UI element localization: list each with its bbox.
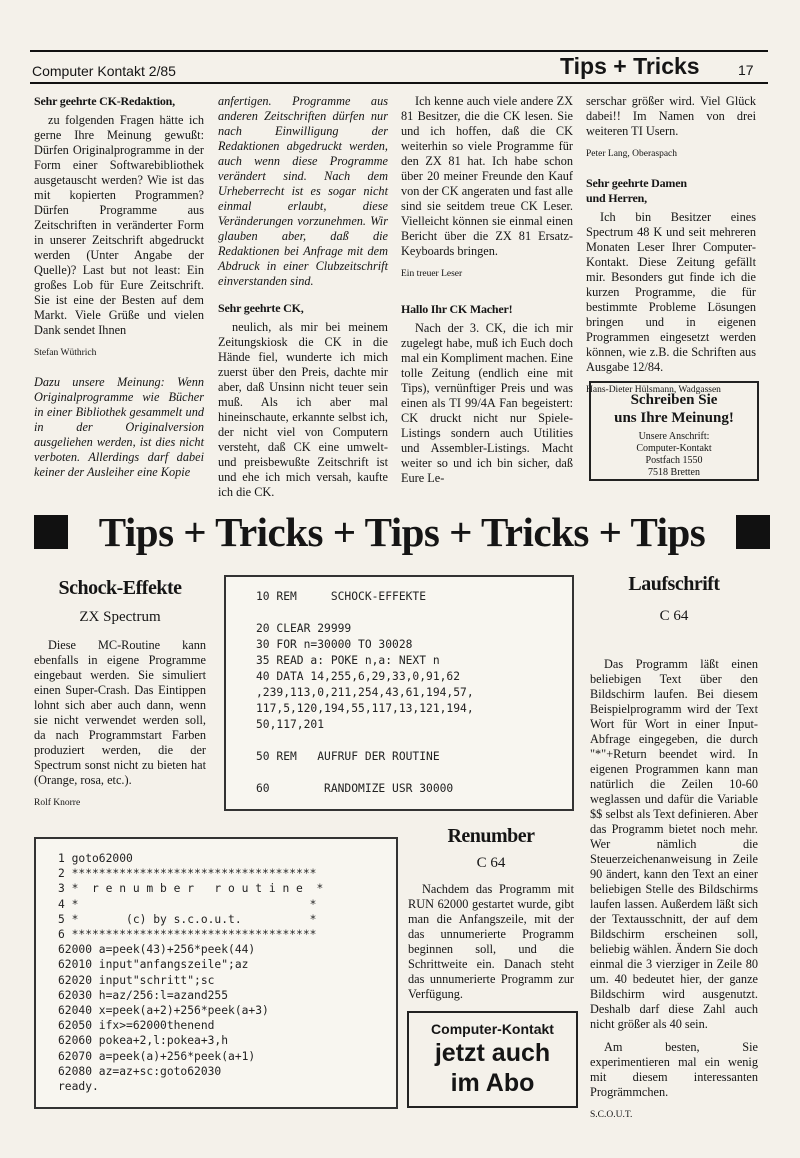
schock-title: Schock-Effekte bbox=[58, 577, 182, 599]
magazine-issue: Computer Kontakt 2/85 bbox=[32, 63, 176, 79]
letter-body: zu folgenden Fragen hätte ich gerne Ihre Meinung gewußt: Dürfen Originalprogramme in der Form einer Softwarebibliothek ausgetauscht werden? Wie ist das mit kopierten Programmen? Dürfen Programme aus Zeitschriften in veränderter Form in unserer Zeitschrift abgedruckt werden (Unter Angabe der Quelle)? Last but not least: Ein großes Lob für Eure Zeitschrift. Sie ist eine der Besten auf dem Markt. Viele Grüße und vielen Dank sendet Ihnen bbox=[34, 113, 204, 337]
tips-tricks-banner bbox=[34, 506, 770, 558]
code-line: 62080 az=az+sc:goto62030 bbox=[58, 1064, 222, 1078]
write-box-address bbox=[591, 431, 757, 479]
code-line: 117,5,120,194,55,117,13,121,194, bbox=[256, 702, 474, 715]
renumber-platform: C 64 bbox=[476, 855, 506, 871]
write-box-title-line2: uns Ihre Meinung! bbox=[614, 410, 734, 426]
letter-body: Ich bin Besitzer eines Spectrum 48 K und seit mehreren Monaten Leser Ihrer Computer-Kontakt. Diese Zeitung gefällt mir. Besonders gut finde ich die kurzen Programme, die für bestimmte Probleme Lösungen bringen und in eigenen Programmen eingesetzt werden können, wie z.B. die Schriften aus Ausgabe 12/84. bbox=[586, 210, 756, 374]
abo-line1: Computer-Kontakt bbox=[431, 1021, 554, 1037]
code-line: ready. bbox=[58, 1080, 99, 1094]
code-line: 30 FOR n=30000 TO 30028 bbox=[256, 638, 413, 651]
laufschrift-author: S.C.O.U.T. bbox=[590, 1110, 633, 1120]
schock-listing bbox=[224, 575, 574, 811]
letter-heading-line2: und Herren, bbox=[586, 191, 647, 205]
letter-body-continued: serschar größer wird. Viel Glück dabei!! Im Namen von drei weiteren TI Usern. bbox=[586, 94, 756, 138]
banner-block-left bbox=[34, 515, 68, 549]
code-line: 3 * r e n u m b e r r o u t i n e * bbox=[58, 882, 324, 896]
code-line: 40 DATA 14,255,6,29,33,0,91,62 bbox=[256, 670, 461, 683]
letter-heading: Sehr geehrte CK, bbox=[218, 301, 304, 315]
code-line: 6 ************************************ bbox=[58, 928, 317, 942]
banner-text: Tips + Tricks + Tips + Tricks + Tips bbox=[98, 509, 706, 555]
renumber-listing bbox=[34, 837, 398, 1109]
code-line: 62020 input"schritt";sc bbox=[58, 973, 215, 987]
renumber-article bbox=[408, 882, 574, 1010]
schock-platform: ZX Spectrum bbox=[79, 609, 161, 625]
letter-body: Ich kenne auch viele andere ZX 81 Besitzer, die die CK lesen. Sie und ich hoffen, daß die CK weiterhin so viele Programme für den ZX 81 hat. Ich habe schon über 20 meiner Freunde den Kauf von der CK angeraten und fast alle sind sie seitdem treue CK Leser. Vielleicht können sie einmal einen Bericht über die ZX 81 Ersatz-Keyboards bringen. bbox=[401, 94, 573, 258]
page-number: 17 bbox=[738, 62, 754, 78]
address-city: 7518 Bretten bbox=[648, 467, 700, 478]
letter-signature: Hans-Dieter Hülsmann, Wadgassen bbox=[586, 385, 721, 395]
code-line: 4 * * bbox=[58, 897, 317, 911]
letters-column-3 bbox=[401, 94, 573, 494]
code-line: 62040 x=peek(a+2)+256*peek(a+3) bbox=[58, 1004, 269, 1018]
address-label: Unsere Anschrift: bbox=[638, 431, 710, 442]
letter-heading: Sehr geehrte CK-Redaktion, bbox=[34, 94, 175, 108]
code-line bbox=[256, 733, 572, 749]
renumber-code-lines bbox=[36, 839, 396, 1094]
code-line: ,239,113,0,211,254,43,61,194,57, bbox=[256, 686, 474, 699]
letter-body: Nach der 3. CK, die ich mir zugelegt habe, muß ich Euch doch mal ein Kompliment machen. Eine tolle Zeitung (endlich eine mit Tips), vernünftiger Preis und was einen als TI 99/4A Fan begeistert: CK druckt nicht nur Spiele-Listings sondern auch Utilities und Assembler-Listings. Macht weiter so und ich bin sicher, daß Eure Le- bbox=[401, 321, 573, 485]
header-rule-bottom bbox=[30, 82, 768, 84]
laufschrift-platform: C 64 bbox=[659, 608, 689, 624]
banner-block-right bbox=[736, 515, 770, 549]
abo-line2: jetzt auch bbox=[434, 1039, 551, 1067]
laufschrift-body: Das Programm läßt einen beliebigen Text über den Bildschirm laufen. Bei diesem Beispielprogramm wird der Text Wort für Wort in einer Input-Abfrage eingegeben, die durch "*"+Return beendet wird. In eigenen Programmen kann man natürlich die Zeilen 10-60 weglassen und dafür die Variable $$ selbst als Text definieren. Aber das Programm bietet noch mehr. Wer nämlich die Steuerzeichenanweisung in Zeile 90 ändert, kann den Text an einer beliebigen Stelle des Bildschirms laufen lassen. Außerdem läßt sich der Textausschnitt, der auf dem Bildschirm erscheinen soll, beliebig wählen. Ändern Sie doch einmal die 3 vierziger in Zeile 80 um. 40 bedeutet hier, der ganze Bildschirm wird ausgenutzt. Deshalb darf diese Zahl auch nicht größer als 40 sein. bbox=[590, 657, 758, 1031]
write-to-us-box bbox=[589, 381, 759, 481]
code-line: 1 goto62000 bbox=[58, 852, 133, 865]
editor-reply: Dazu unsere Meinung: Wenn Originalprogramme wie Bücher in einer Bibliothek gesammelt und in der Originalversion ausgeliehen werden, ist dies nicht verboten. Allerdings darf dabei keiner der Ausleiher eine Kopie bbox=[34, 375, 204, 479]
letters-column-1 bbox=[34, 94, 204, 488]
code-line: 20 CLEAR 29999 bbox=[256, 622, 352, 635]
code-line bbox=[256, 765, 572, 781]
letter-heading: Sehr geehrte Damen bbox=[586, 176, 687, 190]
letters-column-2 bbox=[218, 94, 388, 508]
laufschrift-article bbox=[590, 657, 758, 1137]
write-box-title-line1: Schreiben Sie bbox=[630, 392, 718, 408]
laufschrift-title: Laufschrift bbox=[628, 573, 720, 595]
laufschrift-body-2: Am besten, Sie experimentieren mal ein wenig mit diesem interessanten Progrämmchen. bbox=[590, 1040, 758, 1099]
code-line: 62010 input"anfangszeile";az bbox=[58, 958, 249, 972]
code-line: 50 REM AUFRUF DER ROUTINE bbox=[256, 750, 440, 763]
renumber-body: Nachdem das Programm mit RUN 62000 gestartet wurde, gibt man die Anfangszeile, mit der das unnumerierte Programm beginnen soll, und die Schrittweite ein. Danach steht das unnumerierte Programm zur Verfügung. bbox=[408, 882, 574, 1001]
schock-author: Rolf Knorre bbox=[34, 798, 81, 808]
section-title: Tips + Tricks bbox=[560, 53, 700, 79]
code-line: 35 READ a: POKE n,a: NEXT n bbox=[256, 654, 440, 667]
letter-heading: Hallo Ihr CK Macher! bbox=[401, 302, 513, 316]
editor-reply-continued: anfertigen. Programme aus anderen Zeitschriften dürfen nur nach Einwilligung der Redaktionen abgedruckt werden, auch wenn diese Programme verändert sind. Nach dem Urheberrecht ist es sogar nicht einmal erlaubt, diese Veränderungen vorzunehmen. Wir glauben aber, daß die Redaktionen bei Anfrage mit dem Abdruck in einer Clubzeitschrift einverstanden sind. bbox=[218, 94, 388, 288]
code-line: 62050 ifx>=62000thenend bbox=[58, 1019, 215, 1033]
renumber-title: Renumber bbox=[447, 825, 535, 847]
letters-column-4 bbox=[586, 94, 756, 412]
code-line: 62070 a=peek(a)+256*peek(a+1) bbox=[58, 1049, 256, 1063]
code-line bbox=[256, 605, 572, 621]
subscription-box bbox=[407, 1011, 578, 1108]
letter-signature: Ein treuer Leser bbox=[401, 269, 463, 279]
code-line: 62030 h=az/256:l=azand255 bbox=[58, 988, 229, 1002]
letter-signature: Peter Lang, Oberaspach bbox=[586, 149, 678, 159]
code-line: 5 * (c) by s.c.o.u.t. * bbox=[58, 912, 317, 926]
address-name: Computer-Kontakt bbox=[636, 443, 712, 454]
abo-line3: im Abo bbox=[450, 1069, 535, 1097]
code-line: 62000 a=peek(43)+256*peek(44) bbox=[58, 943, 256, 957]
write-box-title bbox=[591, 391, 757, 427]
code-line: 62060 pokea+2,l:pokea+3,h bbox=[58, 1034, 229, 1048]
code-line: 2 ************************************ bbox=[58, 867, 317, 881]
code-line: 50,117,201 bbox=[256, 718, 325, 731]
letter-body: neulich, als mir bei meinem Zeitungskiosk die CK in die Hände fiel, wunderte ich mich zuerst über den Preis, dachte mir aber, daß Unsinn nicht teuer sein muß. Als ich aber mal hineinschaute, erkannte selbst ich, der nicht viel von Computern versteht, daß CK eine umwelt- und preisbewußte Zeitschrift ist und ehe ich mich versah, kaufte ich die CK. bbox=[218, 320, 388, 499]
letter-signature: Stefan Wüthrich bbox=[34, 348, 97, 358]
schock-article bbox=[34, 638, 206, 825]
address-postbox: Postfach 1550 bbox=[645, 455, 703, 466]
schock-body: Diese MC-Routine kann ebenfalls in eigene Programme eingebaut werden. Sie simuliert einen Super-Crash. Das Eintippen lohnt sich aber auch dann, wenn sie nicht verwendet werden soll, da nach Programmstart Farben produziert werden, die der Spectrum sonst nicht zu bieten hat (Orange, rosa, etc.). bbox=[34, 638, 206, 787]
header-rule-top bbox=[30, 50, 768, 52]
code-line: 10 REM SCHOCK-EFFEKTE bbox=[256, 590, 427, 603]
code-line: 60 RANDOMIZE USR 30000 bbox=[256, 782, 454, 795]
schock-code-lines bbox=[226, 577, 572, 797]
